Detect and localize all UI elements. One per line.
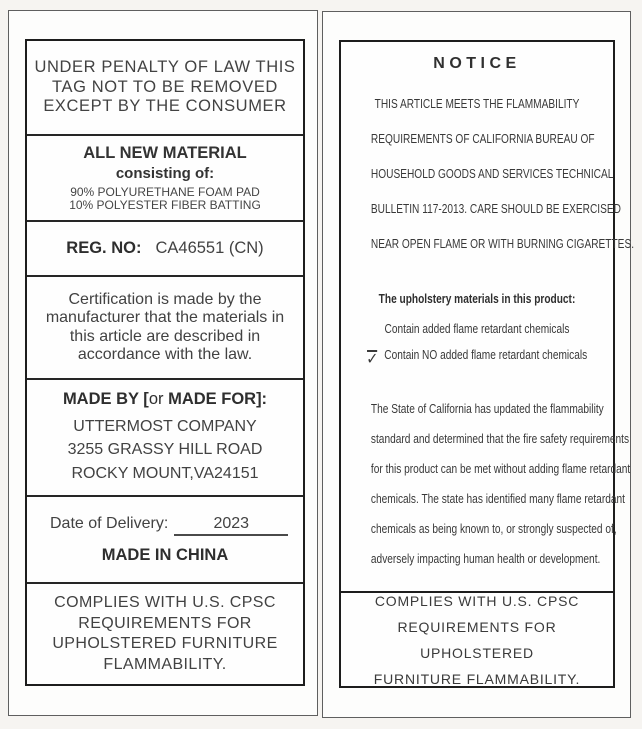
option-contains-no-fr [366,347,588,368]
upholstery-heading: The upholstery materials in this product: [378,291,576,306]
manufacturer-street: 3255 GRASSY HILL ROAD [67,441,263,459]
penalty-line: TAG NOT TO BE REMOVED [52,77,278,96]
penalty-line: UNDER PENALTY OF LAW THIS [34,58,296,77]
option-contains-fr: Contain added flame retardant chemicals [384,321,570,336]
left-label-box [25,39,305,686]
delivery-year: 2023 [213,514,250,532]
left-law-label-page [8,10,318,716]
penalty-line: EXCEPT BY THE CONSUMER [43,97,287,116]
cpsc-line: COMPLIES WITH U.S. CPSC [54,594,276,611]
cpsc-line: FURNITURE FLAMMABILITY. [373,670,581,687]
cpsc-line: UPHOLSTERED FURNITURE [52,635,278,652]
made-by-heading-prefix: MADE BY [ [62,389,149,408]
state-line: chemicals as being known to, or strongly suspected of, [370,521,617,536]
certification-line: Certification is made by the [68,290,262,308]
state-line: adversely impacting human health or development. [370,551,601,566]
state-line: standard and determined that the fire safety requirements [370,431,630,446]
certification-section [27,275,303,378]
state-paragraph [341,394,631,574]
material-title: ALL NEW MATERIAL [83,143,247,162]
delivery-date-label: Date of Delivery: [50,514,169,532]
notice-title: NOTICE [433,55,521,72]
certification-line: accordance with the law. [77,346,253,363]
manufacturer-name: UTTERMOST COMPANY [73,417,257,435]
cpsc-compliance-section [27,582,303,684]
cpsc-line: REQUIREMENTS FOR UPHOLSTERED [397,618,557,661]
made-by-heading [27,390,303,409]
cpsc-line: REQUIREMENTS FOR [78,614,252,632]
flammability-line: HOUSEHOLD GOODS AND SERVICES TECHNICAL [370,166,614,181]
flammability-line: REQUIREMENTS OF CALIFORNIA BUREAU OF [370,131,595,146]
flammability-line: BULLETIN 117-2013. CARE SHOULD BE EXERCISED [370,201,621,216]
delivery-date-row [27,515,303,536]
material-section [27,134,303,220]
registration-row [27,239,303,258]
material-components [27,186,303,213]
right-notice-page [322,11,635,718]
cpsc-line: FLAMMABILITY. [103,655,227,673]
registration-section [27,220,303,275]
state-line: for this product can be met without adding flame retardant [370,461,631,476]
material-subtitle: consisting of: [115,164,215,182]
check-icon: ✓ [366,351,379,368]
made-by-section [27,378,303,495]
notice-main-section [341,42,635,591]
cpsc-line: COMPLIES WITH U.S. CPSC [374,592,580,609]
state-line: The State of California has updated the flammability [370,401,604,416]
state-line: chemicals. The state has identified many flame retardant [370,491,625,506]
certification-line: manufacturer that the materials in [45,309,285,326]
material-component: 90% POLYURETHANE FOAM PAD [70,184,260,199]
cpsc-compliance-section-right [341,591,613,686]
registration-label: REG. NO: [66,239,142,257]
delivery-section [27,495,303,582]
flammability-paragraph [341,86,635,261]
option-contains-no-fr-label: Contain NO added flame retardant chemicals [384,347,588,362]
penalty-notice-section [27,41,303,134]
certification-line: this article are described in [69,327,261,345]
delivery-date-value [174,515,288,536]
manufacturer-city-state: ROCKY MOUNT,VA24151 [71,464,259,482]
flammability-line: THIS ARTICLE MEETS THE FLAMMABILITY [374,96,580,111]
checked-checkbox [367,350,377,367]
registration-number: CA46551 (CN) [155,239,264,257]
material-component: 10% POLYESTER FIBER BATTING [69,198,261,212]
flammability-line: NEAR OPEN FLAME OR WITH BURNING CIGARETTES. [370,236,635,251]
country-of-origin: MADE IN CHINA [101,545,229,564]
made-by-heading-suffix: MADE FOR]: [163,389,268,408]
made-by-heading-or: or [148,389,164,408]
notice-box [339,40,635,688]
